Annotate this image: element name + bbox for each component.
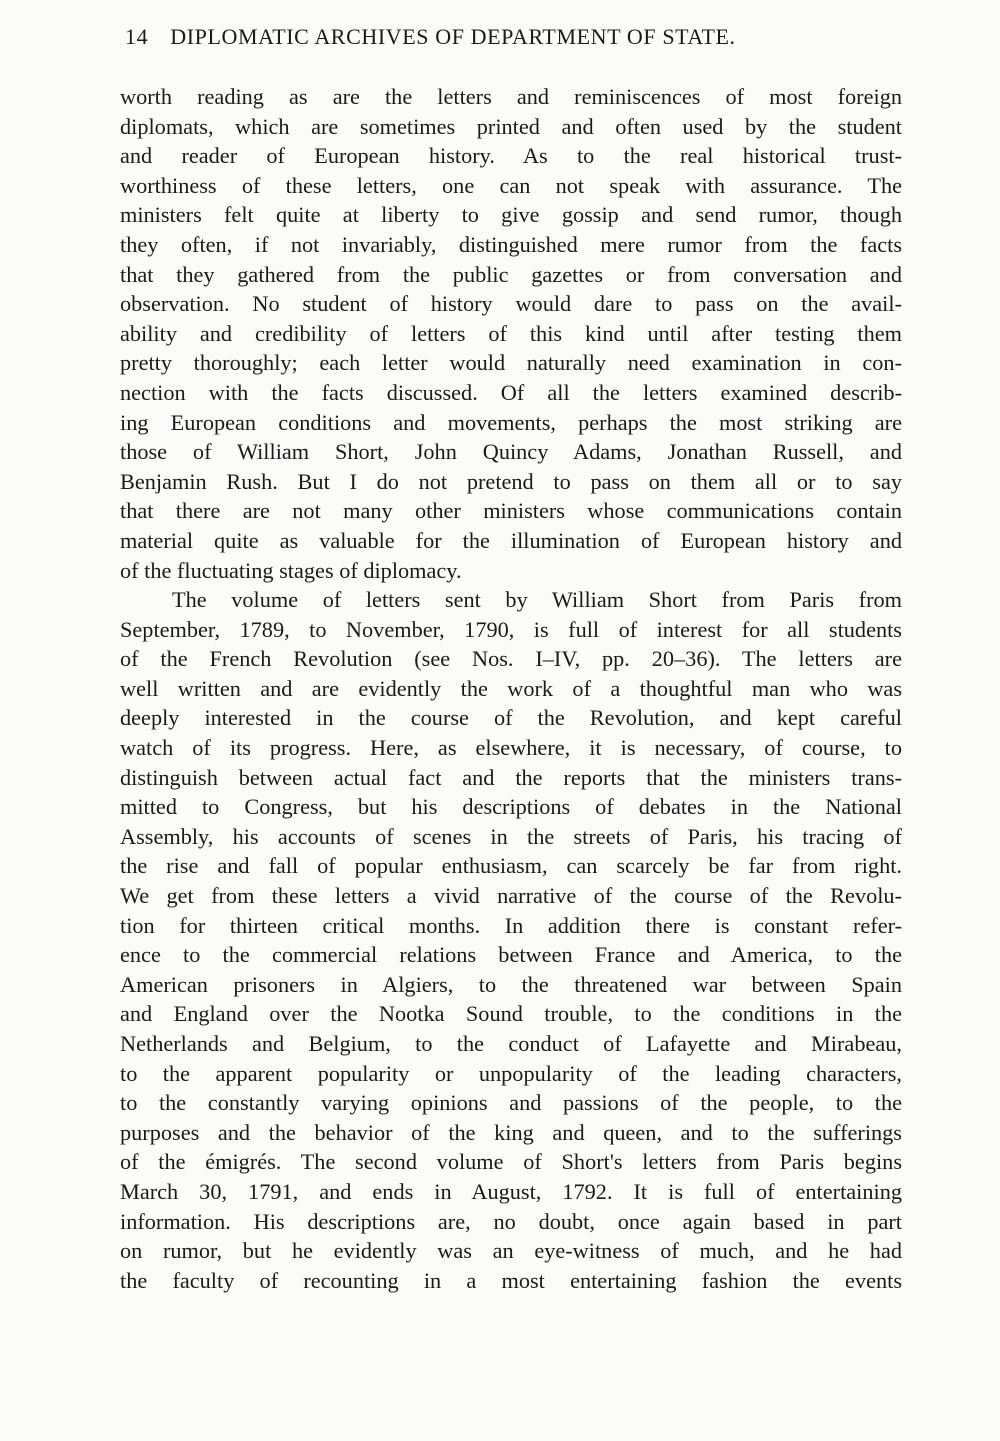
text-line: ing European conditions and movements, perhaps the most striking are bbox=[120, 409, 902, 435]
text-line: to the constantly varying opinions and passions of the people, to the bbox=[120, 1090, 902, 1116]
paragraph-first-line: The volume of letters sent by William Short from Paris from bbox=[172, 587, 902, 613]
text-line: mitted to Congress, but his descriptions of debates in the National bbox=[120, 794, 902, 820]
text-line: to the apparent popularity or unpopularity of the leading characters, bbox=[120, 1060, 902, 1086]
text-line: ministers felt quite at liberty to give gossip and send rumor, though bbox=[120, 202, 902, 228]
text-line: ability and credibility of letters of this kind until after testing them bbox=[120, 320, 902, 346]
text-line: that they gathered from the public gazettes or from conversation and bbox=[120, 261, 902, 287]
running-head bbox=[125, 24, 905, 50]
text-line: September, 1789, to November, 1790, is full of interest for all students bbox=[120, 616, 902, 642]
text-line: pretty thoroughly; each letter would naturally need examination in con- bbox=[120, 350, 902, 376]
running-head-title: DIPLOMATIC ARCHIVES OF DEPARTMENT OF STATE. bbox=[170, 24, 736, 49]
text-line: on rumor, but he evidently was an eye-witness of much, and he had bbox=[120, 1238, 902, 1264]
text-line: they often, if not invariably, distinguished mere rumor from the facts bbox=[120, 231, 902, 257]
text-line: information. His descriptions are, no doubt, once again based in part bbox=[120, 1208, 902, 1234]
text-line: well written and are evidently the work of a thoughtful man who was bbox=[120, 675, 902, 701]
text-line: the rise and fall of popular enthusiasm, can scarcely be far from right. bbox=[120, 853, 902, 879]
text-line: We get from these letters a vivid narrative of the course of the Revolu- bbox=[120, 883, 902, 909]
text-line: worthiness of these letters, one can not speak with assurance. The bbox=[120, 172, 902, 198]
text-line: of the French Revolution (see Nos. I–IV, pp. 20–36). The letters are bbox=[120, 646, 902, 672]
text-line: diplomats, which are sometimes printed and often used by the student bbox=[120, 113, 902, 139]
page-number: 14 bbox=[125, 24, 149, 49]
text-line: Benjamin Rush. But I do not pretend to pass on them all or to say bbox=[120, 468, 902, 494]
text-line: worth reading as are the letters and reminiscences of most foreign bbox=[120, 84, 902, 109]
body-text bbox=[120, 82, 902, 1295]
text-line: ence to the commercial relations between France and America, to the bbox=[120, 942, 902, 968]
text-line: observation. No student of history would dare to pass on the avail- bbox=[120, 291, 902, 317]
text-line: and England over the Nootka Sound trouble, to the conditions in the bbox=[120, 1001, 902, 1027]
text-line: material quite as valuable for the illumination of European history and bbox=[120, 527, 902, 553]
text-line: nection with the facts discussed. Of all the letters examined describ- bbox=[120, 379, 902, 405]
text-line: that there are not many other ministers whose communications contain bbox=[120, 498, 902, 524]
text-line: watch of its progress. Here, as elsewhere, it is necessary, of course, to bbox=[120, 735, 902, 761]
text-line: March 30, 1791, and ends in August, 1792. It is full of entertaining bbox=[120, 1178, 902, 1204]
text-line: of the émigrés. The second volume of Short's letters from Paris begins bbox=[120, 1149, 902, 1175]
text-line: Netherlands and Belgium, to the conduct of Lafayette and Mirabeau, bbox=[120, 1031, 902, 1056]
text-line: deeply interested in the course of the Revolution, and kept careful bbox=[120, 705, 902, 731]
text-line: purposes and the behavior of the king and queen, and to the sufferings bbox=[120, 1119, 902, 1145]
text-line: those of William Short, John Quincy Adams, Jonathan Russell, and bbox=[120, 439, 902, 465]
text-line: Assembly, his accounts of scenes in the streets of Paris, his tracing of bbox=[120, 823, 902, 849]
text-line: the faculty of recounting in a most entertaining fashion the events bbox=[120, 1267, 902, 1293]
text-line: tion for thirteen critical months. In addition there is constant refer- bbox=[120, 912, 902, 938]
text-line: American prisoners in Algiers, to the threatened war between Spain bbox=[120, 971, 902, 997]
paragraph-end-line: of the fluctuating stages of diplomacy. bbox=[120, 557, 462, 583]
text-line: distinguish between actual fact and the reports that the ministers trans- bbox=[120, 764, 902, 790]
text-line: and reader of European history. As to the real historical trust- bbox=[120, 143, 902, 169]
